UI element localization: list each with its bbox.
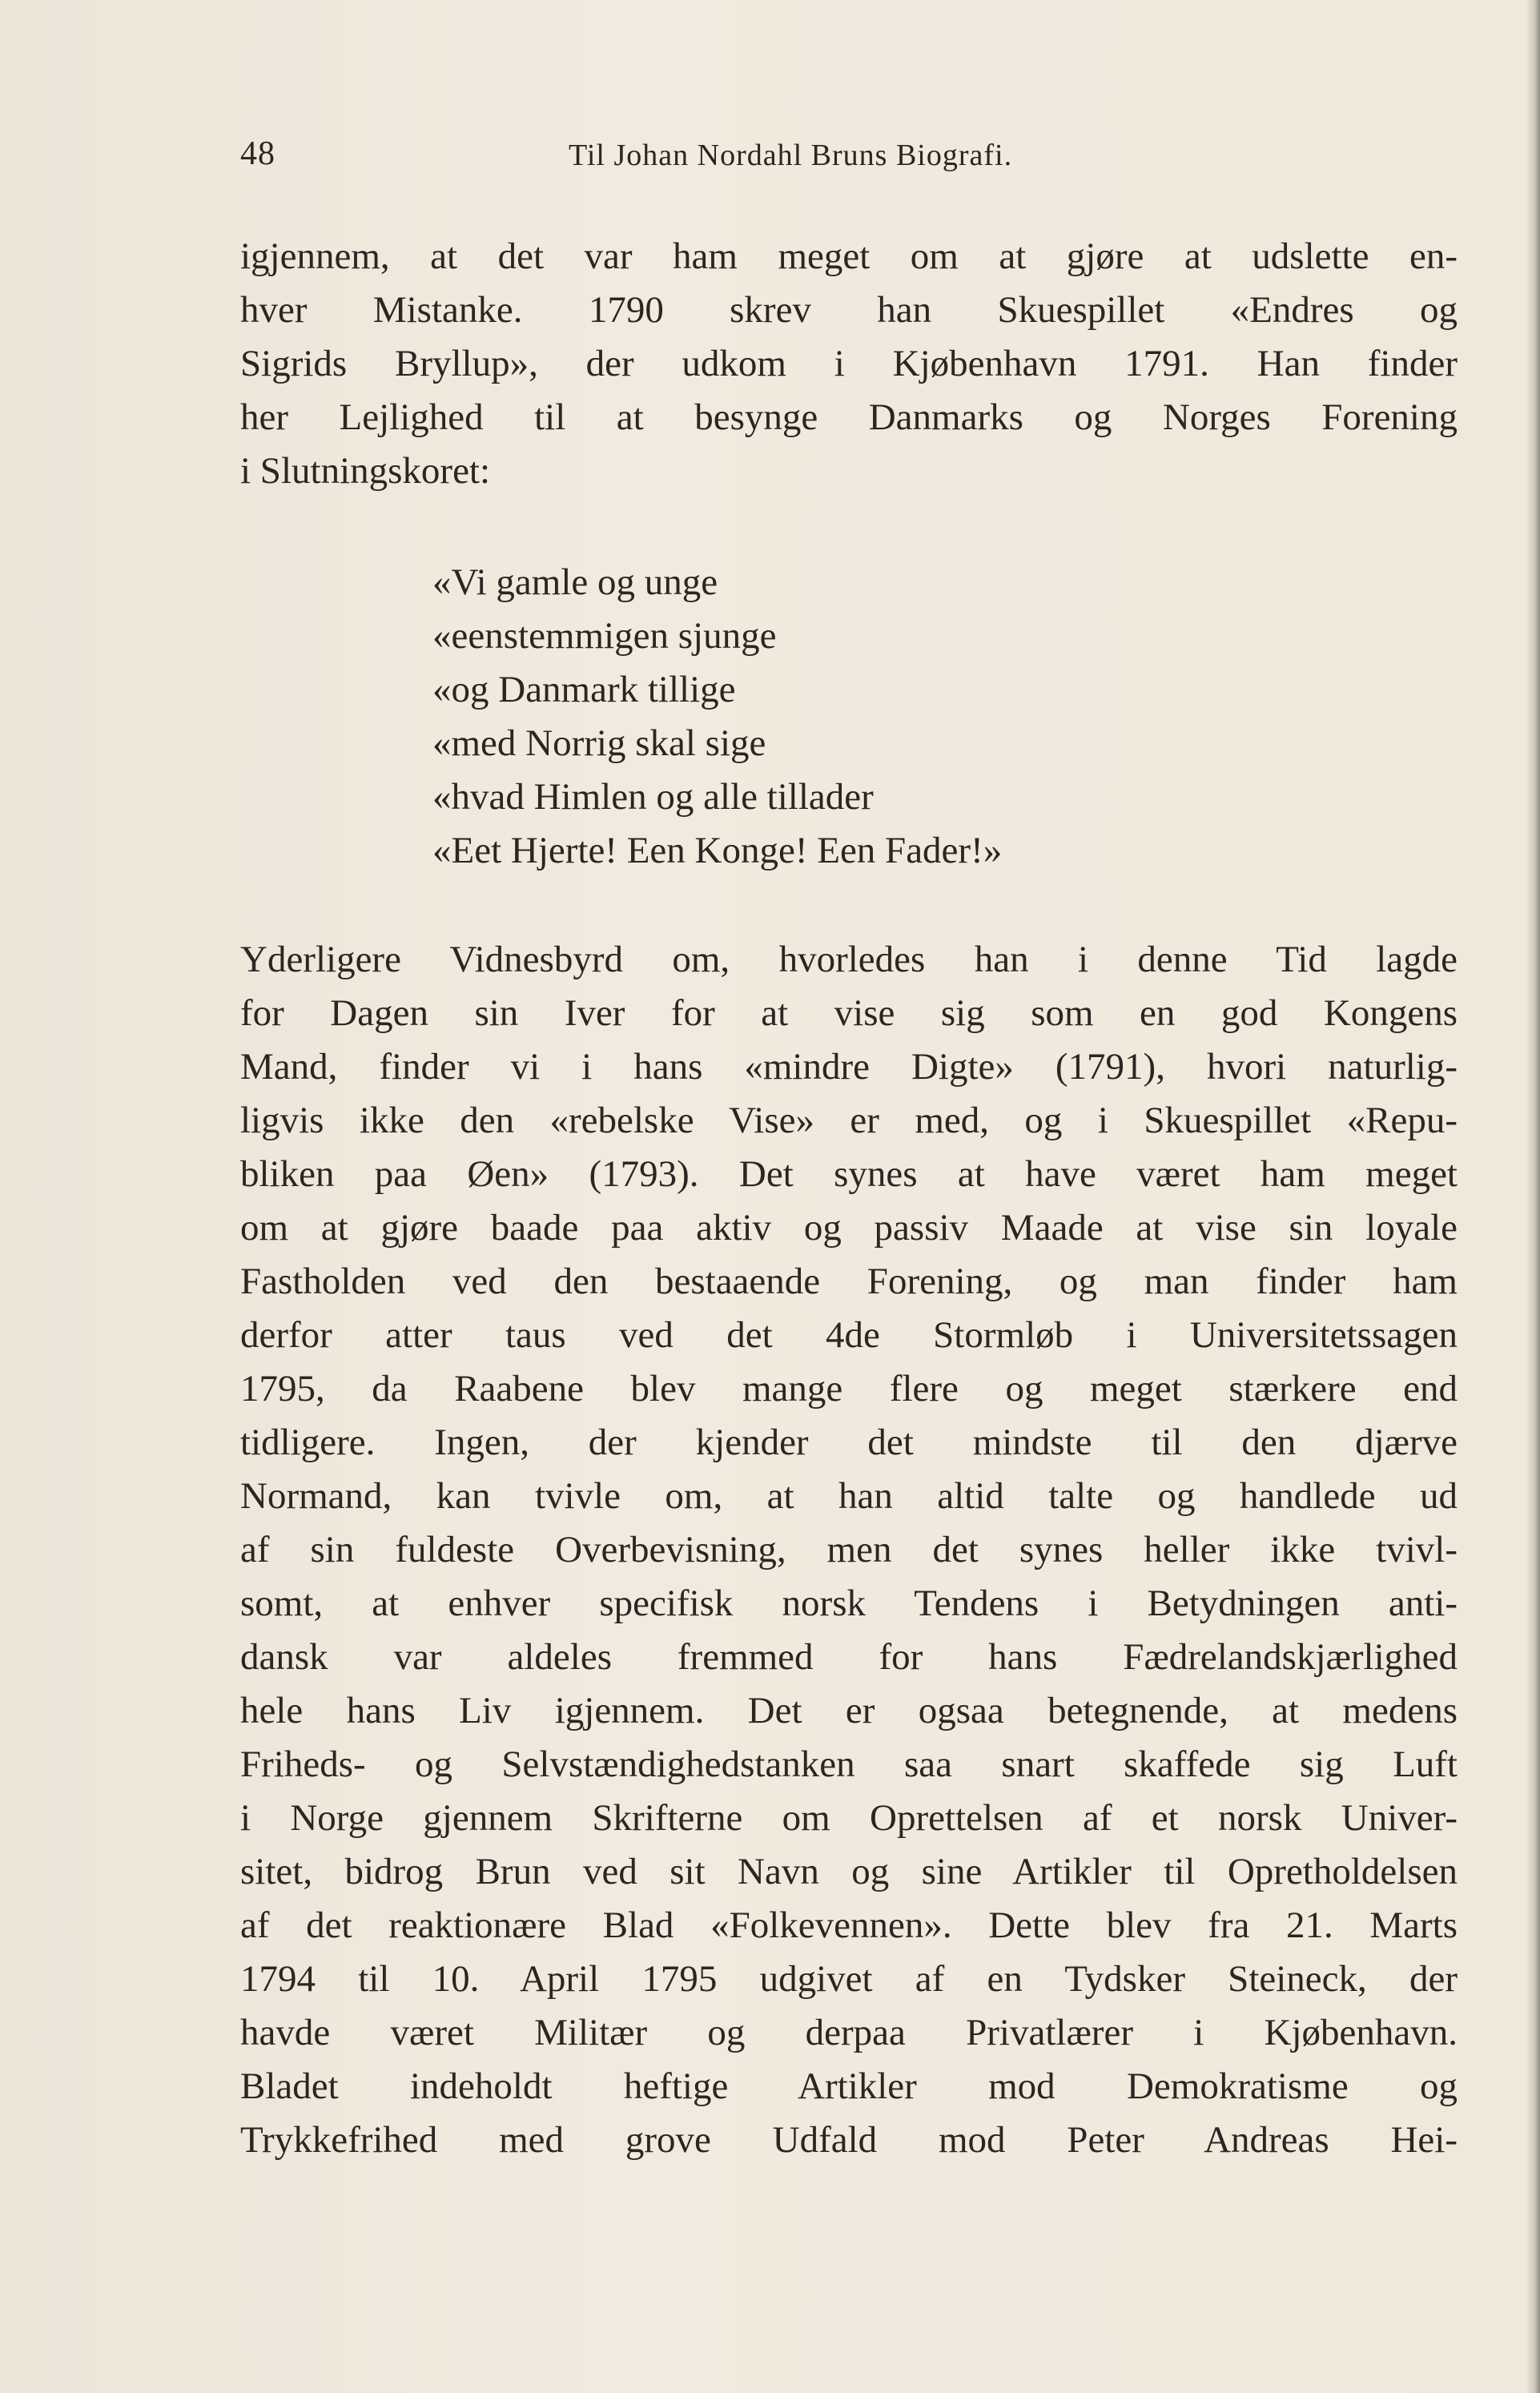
text-line: Fastholden ved den bestaaende Forening, og man finder ham — [240, 1261, 1458, 1302]
verse-line: «Vi gamle og unge — [432, 561, 718, 603]
page-header — [240, 135, 1458, 183]
text-line: Yderligere Vidnesbyrd om, hvorledes han i denne Tid lagde — [240, 939, 1458, 980]
text-line: sitet, bidrog Brun ved sit Navn og sine Artikler til Opretholdelsen — [240, 1851, 1458, 1892]
page-edge-shadow — [1526, 0, 1540, 2393]
text-line: 1794 til 10. April 1795 udgivet af en Tydsker Steineck, der — [240, 1958, 1458, 2000]
verse-line: «hvad Himlen og alle tillader — [432, 776, 874, 818]
text-line: Friheds- og Selvstændighedstanken saa snart skaffede sig Luft — [240, 1743, 1458, 1785]
text-line: bliken paa Øen» (1793). Det synes at have været ham meget — [240, 1153, 1458, 1195]
text-line: derfor atter taus ved det 4de Stormløb i Universitetssagen — [240, 1314, 1458, 1356]
text-line: havde været Militær og derpaa Privatlærer i Kjøbenhavn. — [240, 2012, 1458, 2053]
text-line: hver Mistanke. 1790 skrev han Skuespillet «Endres og — [240, 289, 1458, 331]
running-title: Til Johan Nordahl Bruns Biografi. — [569, 139, 1013, 172]
text-line: Bladet indeholdt heftige Artikler mod Demokratisme og — [240, 2065, 1458, 2107]
text-line: om at gjøre baade paa aktiv og passiv Maade at vise sin loyale — [240, 1207, 1458, 1249]
verse-line: «og Danmark tillige — [432, 669, 736, 710]
text-line: i Slutningskoret: — [240, 450, 491, 492]
verse-line: «Eet Hjerte! Een Konge! Een Fader!» — [432, 830, 1003, 871]
text-line: tidligere. Ingen, der kjender det mindste til den djærve — [240, 1422, 1458, 1463]
page-number: 48 — [240, 135, 275, 172]
text-line: i Norge gjennem Skrifterne om Oprettelsen af et norsk Univer- — [240, 1797, 1458, 1839]
text-line: somt, at enhver specifisk norsk Tendens i Betydningen anti- — [240, 1583, 1458, 1624]
text-line: Sigrids Bryllup», der udkom i Kjøbenhavn 1791. Han finder — [240, 343, 1458, 384]
text-line: Mand, finder vi i hans «mindre Digte» (1791), hvori naturlig- — [240, 1046, 1458, 1088]
text-line: igjennem, at det var ham meget om at gjøre at udslette en- — [240, 235, 1458, 277]
verse-line: «med Norrig skal sige — [432, 722, 766, 764]
text-line: 1795, da Raabene blev mange flere og meget stærkere end — [240, 1368, 1458, 1410]
text-line: hele hans Liv igjennem. Det er ogsaa betegnende, at medens — [240, 1690, 1458, 1731]
text-line: her Lejlighed til at besynge Danmarks og Norges Forening — [240, 396, 1458, 438]
text-line: af det reaktionære Blad «Folkevennen». Dette blev fra 21. Marts — [240, 1904, 1458, 1946]
text-line: ligvis ikke den «rebelske Vise» er med, og i Skuespillet «Repu- — [240, 1100, 1458, 1141]
text-line: Trykkefrihed med grove Udfald mod Peter Andreas Hei- — [240, 2119, 1458, 2161]
text-line: dansk var aldeles fremmed for hans Fædrelandskjærlighed — [240, 1636, 1458, 1678]
text-line: Normand, kan tvivle om, at han altid talte og handlede ud — [240, 1475, 1458, 1517]
text-line: for Dagen sin Iver for at vise sig som en god Kongens — [240, 992, 1458, 1034]
verse-line: «eenstemmigen sjunge — [432, 615, 777, 657]
text-line: af sin fuldeste Overbevisning, men det synes heller ikke tvivl- — [240, 1529, 1458, 1571]
